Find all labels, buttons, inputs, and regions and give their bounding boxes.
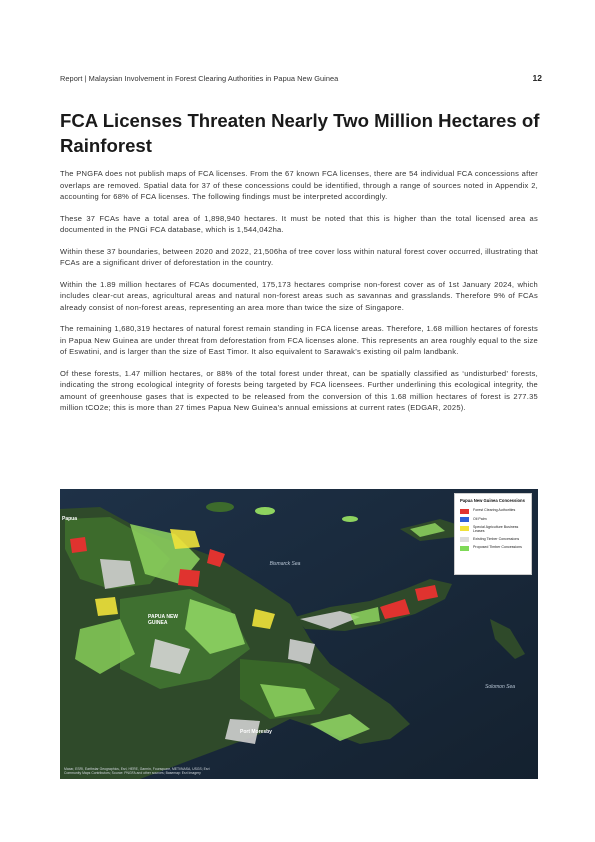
legend-label: Forest Clearing Authorities bbox=[473, 508, 516, 512]
paragraph: The remaining 1,680,319 hectares of natural forest remain standing in FCA license areas. Therefore, 1.68 million hectares of forests in Papua New Guinea are under threat from deforestation from FCA licenses alone. This represents an area roughly equal to the size of Eswatini, and is larger than the size of East Timor. It also equivalent to Sarawak’s existing oil palm landbank. bbox=[60, 324, 538, 356]
legend-label: Proposed Timber Concessions bbox=[473, 545, 522, 550]
paragraph: Within these 37 boundaries, between 2020 and 2022, 21,506ha of tree cover loss within natural forest cover occurred, illustrating that FCAs are a significant driver of deforestation in the country. bbox=[60, 246, 538, 267]
legend-item bbox=[460, 537, 526, 543]
legend-title: Papua New Guinea Concessions bbox=[460, 498, 525, 503]
concessions-map bbox=[60, 489, 538, 779]
existing-timber bbox=[100, 559, 135, 589]
bismarck-sea-label: Bismarck Sea bbox=[269, 561, 301, 567]
port-moresby-label: Port Moresby bbox=[240, 729, 272, 735]
proposed-timber-swatch bbox=[460, 546, 469, 551]
report-breadcrumb: Report | Malaysian Involvement in Forest Clearing Authorities in Papua New Guinea bbox=[60, 74, 339, 83]
papua-label: Papua bbox=[62, 516, 78, 522]
fca-area bbox=[178, 569, 200, 587]
legend-label: Oil Palm bbox=[473, 516, 487, 521]
paragraph: These 37 FCAs have a total area of 1,898,940 hectares. It must be noted that this is higher than the total licensed area as documented in the PNGi FCA database, which is 1,544,042ha. bbox=[60, 213, 538, 234]
island bbox=[342, 516, 358, 522]
solomon-sea-label: Solomon Sea bbox=[484, 684, 516, 690]
fca-area bbox=[70, 537, 87, 553]
legend-label: Existing Timber Concessions bbox=[473, 536, 520, 541]
island bbox=[206, 502, 234, 512]
island bbox=[255, 507, 275, 515]
legend-item bbox=[460, 525, 526, 534]
oil-palm-swatch bbox=[460, 517, 469, 522]
fca-swatch bbox=[460, 509, 469, 514]
legend-item bbox=[460, 517, 526, 523]
sabl-area bbox=[95, 597, 118, 616]
legend-item bbox=[460, 545, 526, 551]
map-legend bbox=[454, 493, 532, 575]
legend-label: Special Agriculture Business Leases bbox=[473, 525, 519, 534]
paragraph: Of these forests, 1.47 million hectares, or 88% of the total forest under threat, can be spatially classified as ‘undisturbed’ forests, indicating the strong ecological integrity of forests being targeted by FCA licensees. Further underlining this ecological integrity, the amount of greenhouse gases that is expected to be released from the conversion of this 1.68 million hectares of forest is 277.35 million tCO2e; this is more than 27 times Papua New Guinea’s annual emissions at current rates (EDGAR, 2025). bbox=[60, 368, 538, 412]
map-credits: Maxar, ESRI, Earthstar Geographics, Esri, HERE, Garmin, Foursquare, METI/NASA, USGS; Esri Community Maps Contributors; Source: PNGFA and other sources; Basemap: Esri Imagery bbox=[64, 766, 210, 775]
page-header bbox=[60, 73, 542, 83]
existing-timber-swatch bbox=[460, 537, 469, 542]
page-number: 12 bbox=[532, 73, 542, 83]
section-title: FCA Licenses Threaten Nearly Two Million Hectares of Rainforest bbox=[60, 110, 540, 156]
paragraph: The PNGFA does not publish maps of FCA licenses. From the 67 known FCA licenses, there are 54 individual FCA concessions after overlaps are removed. Spatial data for 37 of these concessions could be identified, through a range of sources noted in Appendix 2, accounting for 68% of FCA licenses. The following findings must be interpreted accordingly. bbox=[60, 169, 538, 201]
paragraph: Within the 1.89 million hectares of FCAs documented, 175,173 hectares comprise non-forest cover as of 1st January 2024, which includes clear-cut areas, agricultural areas and natural non-forest areas such as savannas and grasslands. Therefore 9% of FCAs already consist of non-forest areas, representing an area more than twice the size of Singapore. bbox=[60, 279, 538, 312]
legend-item bbox=[460, 508, 526, 514]
body-text bbox=[60, 168, 538, 424]
png-label: PAPUA NEW GUINEA bbox=[148, 614, 178, 626]
sabl-swatch bbox=[460, 526, 469, 531]
